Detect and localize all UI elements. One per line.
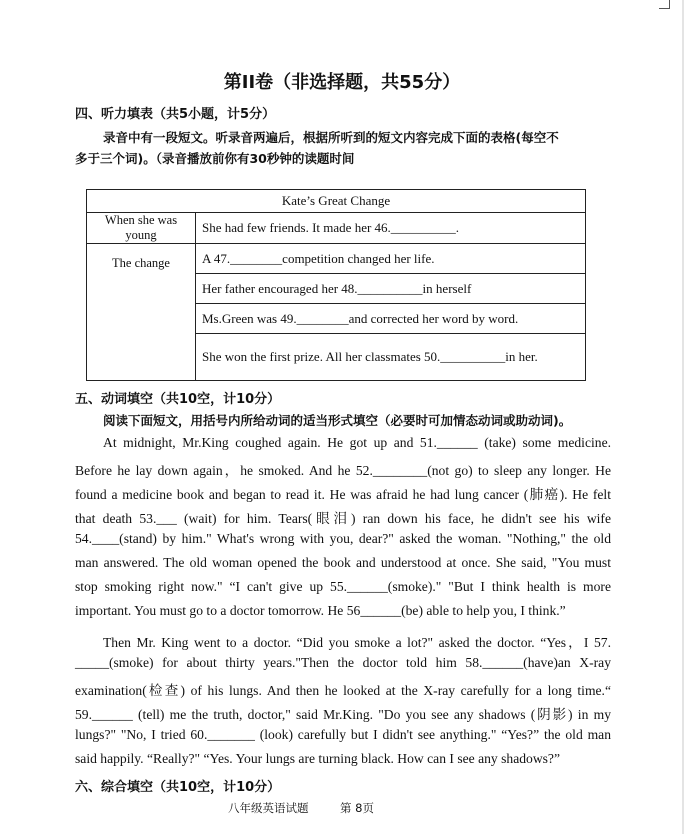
- footer-page-number: 第 8页: [340, 801, 374, 815]
- page-title: 第II卷（非选择题，共55分）: [223, 72, 461, 93]
- section5-heading: 五、动词填空（共10空，计10分）: [75, 392, 281, 407]
- passage-line: man answered. The old woman opened the book and understood at once. She said, "You must: [75, 555, 611, 570]
- table-cell-48: Her father encouraged her 48.__________in herself: [196, 274, 586, 304]
- corner-mark: [659, 0, 670, 9]
- passage-line: said happily. “Really?" “Yes. Your lungs are turning black. How can I see any shadows?”: [75, 751, 560, 766]
- passage-line: that death 53.___ (wait) for him. Tears(眼泪) ran down his face, he didn't see his wife: [75, 511, 611, 526]
- section5-instruction: 阅读下面短文，用括号内所给动词的适当形式填空（必要时可加情态动词或助动词)。: [103, 413, 572, 428]
- passage-line: _____(smoke) for about thirty years."Then the doctor told him 58.______(have)an X-ray: [75, 655, 611, 670]
- footer-exam-title: 八年级英语试题: [228, 801, 309, 815]
- row-label-young: When she was young: [87, 213, 196, 244]
- table-title: Kate’s Great Change: [87, 190, 586, 213]
- section4-instruction-1: 录音中有一段短文。听录音两遍后，根据所听到的短文内容完成下面的表格(每空不: [103, 130, 559, 145]
- passage-line: stop smoking right now." “I can't give up 55.______(smoke)." "But I think health is more: [75, 579, 611, 594]
- passage-line: 54.____(stand) by him." What's wrong with you, dear?" asked the woman. "Nothing," the old: [75, 531, 611, 546]
- section4-instruction-2: 多于三个词)。（录音播放前你有30秒钟的读题时间: [75, 151, 355, 166]
- passage-line: found a medicine book and began to read it. He was afraid he had lung cancer (肺癌). He felt: [75, 487, 611, 502]
- passage-line: Then Mr. King went to a doctor. “Did you smoke a lot?" asked the doctor. “Yes，I 57.: [103, 635, 611, 650]
- passage-line: lungs?" "No, I tried 60._______ (look) carefully but I didn't see anything." “Yes?” the old man: [75, 727, 611, 742]
- table-cell-46: She had few friends. It made her 46.__________.: [196, 213, 586, 244]
- table-cell-49: Ms.Green was 49.________and corrected her word by word.: [196, 304, 586, 334]
- table-cell-50: She won the first prize. All her classmates 50.__________in her.: [196, 334, 586, 381]
- row-label-change: The change: [87, 244, 196, 381]
- table-cell-47: A 47.________competition changed her life.: [196, 244, 586, 274]
- passage-line: At midnight, Mr.King coughed again. He got up and 51.______ (take) some medicine.: [103, 435, 611, 450]
- section6-heading: 六、综合填空（共10空，计10分）: [75, 780, 281, 795]
- listening-table: [86, 189, 586, 381]
- passage-line: Before he lay down again，he smoked. And he 52.________(not go) to sleep any longer. He: [75, 463, 611, 478]
- section4-heading: 四、听力填表（共5小题，计5分）: [75, 107, 276, 122]
- passage-line: 59.______ (tell) me the truth, doctor," said Mr.King. "Do you see any shadows (阴影) in my: [75, 707, 611, 722]
- passage-line: examination(检查) of his lungs. And then he looked at the X-ray carefully for a long time.“: [75, 683, 611, 698]
- passage-line: important. You must go to a doctor tomorrow. He 56______(be) able to help you, I think.”: [75, 603, 566, 618]
